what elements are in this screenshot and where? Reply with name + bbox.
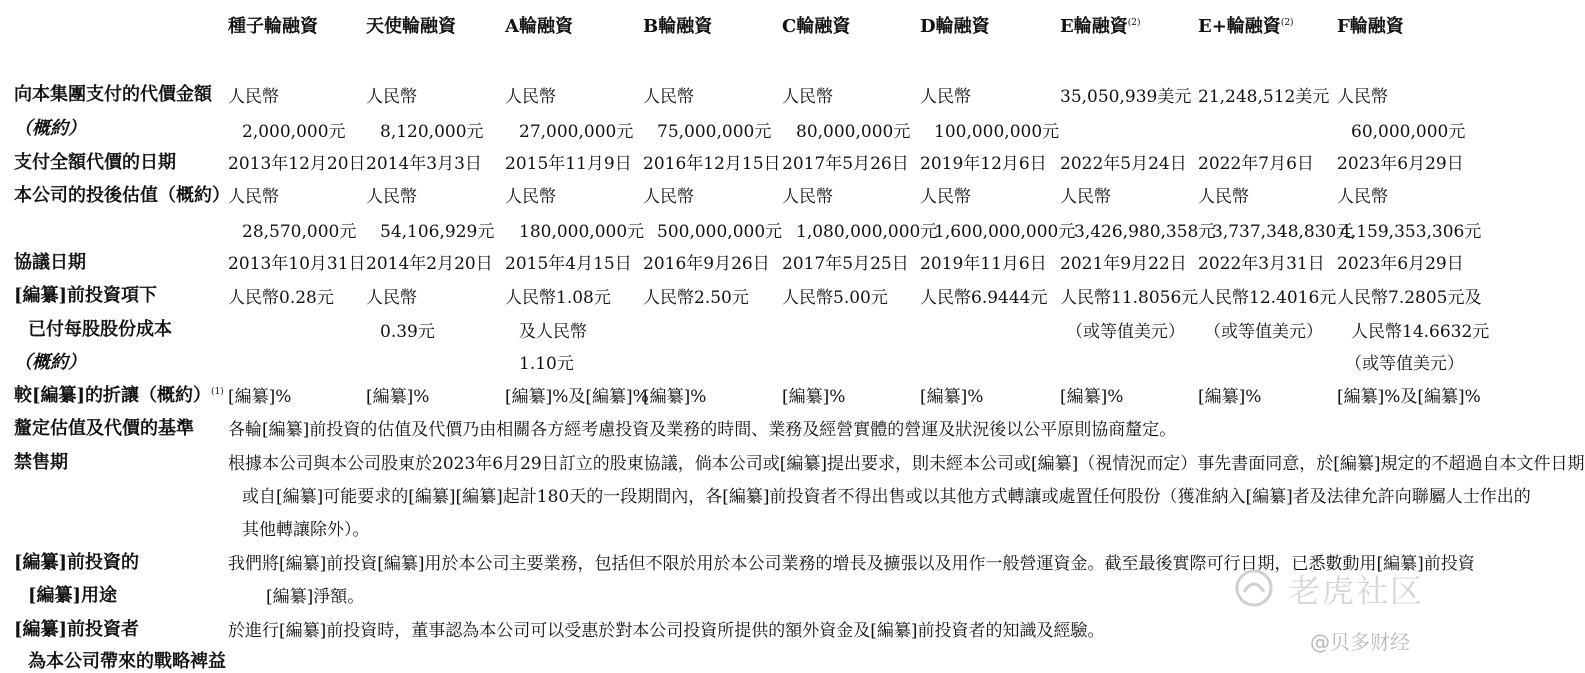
paragraph: 於進行[編纂]前投資時，董事認為本公司可以受惠於對本公司投資所提供的額外資金及[編纂]前投資者的知識及經驗。 bbox=[228, 621, 1105, 641]
header-c: C輪融資 bbox=[782, 16, 851, 37]
cell: 人民幣5.00元 bbox=[782, 288, 888, 308]
cell: 2023年6月29日 bbox=[1337, 154, 1464, 174]
row-label: 協議日期 bbox=[14, 252, 86, 273]
cell: 人民幣 bbox=[920, 187, 971, 207]
cell: 1,600,000,000元 bbox=[934, 222, 1076, 242]
cell: 2016年12月15日 bbox=[643, 154, 781, 174]
row-label: 本公司的投後估值（概約） bbox=[14, 185, 230, 206]
cell: 人民幣 bbox=[782, 187, 833, 207]
cell: 1,080,000,000元 bbox=[796, 222, 938, 242]
cell: 人民幣 bbox=[1198, 187, 1249, 207]
cell: 28,570,000元 bbox=[242, 222, 357, 242]
row-label: [編纂]前投資項下 bbox=[14, 285, 158, 306]
cell: 4,159,353,306元 bbox=[1340, 222, 1482, 242]
cell: 人民幣 bbox=[366, 87, 417, 107]
cell: 2015年4月15日 bbox=[505, 254, 632, 274]
row-label: （概約） bbox=[14, 118, 86, 139]
cell: 2014年2月20日 bbox=[366, 254, 493, 274]
row-label: 釐定估值及代價的基準 bbox=[14, 418, 194, 439]
paragraph-line: 根據本公司與本公司股東於2023年6月29日訂立的股東協議，倘本公司或[編纂]提出要求，則未經本公司或[編纂]（視情況而定）事先書面同意，於[編纂]規定的不超過自本文件日期 bbox=[228, 454, 1585, 474]
header-a: A輪融資 bbox=[505, 16, 573, 37]
cell: 1.10元 bbox=[519, 354, 574, 374]
cell: 人民幣2.50元 bbox=[643, 288, 749, 308]
cell: 人民幣 bbox=[782, 87, 833, 107]
paragraph: 各輪[編纂]前投資的估值及代價乃由相關各方經考慮投資及業務的時間、業務及經營實體的營運及狀況後以公平原則協商釐定。 bbox=[228, 420, 1177, 440]
row-label: 為本公司帶來的戰略裨益 bbox=[28, 651, 226, 672]
cell: [編纂]%及[編纂]% bbox=[505, 387, 649, 407]
cell: 2022年7月6日 bbox=[1198, 154, 1314, 174]
cell: 人民幣12.4016元 bbox=[1198, 288, 1337, 308]
cell: 人民幣 bbox=[1337, 187, 1388, 207]
header-f: F輪融資 bbox=[1337, 16, 1404, 37]
cell: 3,426,980,358元 bbox=[1074, 222, 1216, 242]
cell: 2019年12月6日 bbox=[920, 154, 1047, 174]
cell: 8,120,000元 bbox=[380, 122, 484, 142]
cell: [編纂]% bbox=[1060, 387, 1124, 407]
cell: 75,000,000元 bbox=[657, 122, 772, 142]
row-label: 已付每股股份成本 bbox=[28, 319, 172, 340]
cell: 人民幣7.2805元及 bbox=[1337, 288, 1482, 308]
cell: [編纂]% bbox=[643, 387, 707, 407]
cell: 人民幣0.28元 bbox=[228, 288, 334, 308]
cell: 人民幣 bbox=[228, 187, 279, 207]
cell: 人民幣14.6632元 bbox=[1351, 322, 1490, 342]
paragraph-line: [編纂]淨額。 bbox=[266, 587, 365, 607]
cell: 2014年3月3日 bbox=[366, 154, 482, 174]
cell: [編纂]% bbox=[782, 387, 846, 407]
cell: 人民幣 bbox=[643, 87, 694, 107]
cell: 80,000,000元 bbox=[796, 122, 911, 142]
header-eplus: E+輪融資$^{(2)}$ bbox=[1198, 16, 1294, 37]
cell: 2,000,000元 bbox=[242, 122, 346, 142]
paragraph-line: 其他轉讓除外）。 bbox=[242, 520, 370, 540]
header-b: B輪融資 bbox=[643, 16, 713, 37]
cell: 35,050,939美元 bbox=[1060, 87, 1192, 107]
row-label: （概約） bbox=[14, 352, 86, 373]
cell: 人民幣11.8056元 bbox=[1060, 288, 1199, 308]
cell: 3,737,348,830元 bbox=[1212, 222, 1354, 242]
cell: [編纂]%及[編纂]% bbox=[1337, 387, 1481, 407]
cell: 人民幣 bbox=[505, 187, 556, 207]
cell: 500,000,000元 bbox=[657, 222, 783, 242]
cell: 2023年6月29日 bbox=[1337, 254, 1464, 274]
cell: 人民幣6.9444元 bbox=[920, 288, 1048, 308]
row-label: 禁售期 bbox=[14, 452, 68, 473]
cell: 2016年9月26日 bbox=[643, 254, 770, 274]
tiger-logo-icon bbox=[1232, 568, 1276, 608]
header-e: E輪融資$^{(2)}$ bbox=[1060, 16, 1141, 37]
paragraph-line: 或自[編纂]可能要求的[編纂][編纂]起計180天的一段期間內，各[編纂]前投資者不得出售或以其他方式轉讓或處置任何股份（獲准納入[編纂]者及法律允許向聯屬人士作出的 bbox=[242, 487, 1531, 507]
cell: 21,248,512美元 bbox=[1198, 87, 1330, 107]
cell: 2015年11月9日 bbox=[505, 154, 632, 174]
cell: 100,000,000元 bbox=[934, 122, 1060, 142]
cell: 2021年9月22日 bbox=[1060, 254, 1187, 274]
cell: 人民幣 bbox=[1060, 187, 1111, 207]
cell: [編纂]% bbox=[366, 387, 430, 407]
watermark-text: 老虎社区 bbox=[1288, 572, 1425, 610]
paragraph-line: 我們將[編纂]前投資[編纂]用於本公司主要業務，包括但不限於用於本公司業務的增長及擴張以及用作一般營運資金。截至最後實際可行日期，已悉數動用[編纂]前投資 bbox=[228, 554, 1475, 574]
cell: 人民幣 bbox=[366, 187, 417, 207]
cell: 2013年10月31日 bbox=[228, 254, 366, 274]
header-seed: 種子輪融資 bbox=[228, 16, 318, 37]
cell: 人民幣 bbox=[366, 288, 417, 308]
row-label: [編纂]用途 bbox=[28, 585, 118, 606]
cell: 及人民幣 bbox=[519, 322, 587, 342]
cell: 2013年12月20日 bbox=[228, 154, 366, 174]
cell: 人民幣1.08元 bbox=[505, 288, 611, 308]
cell: （或等值美元） bbox=[1204, 322, 1323, 342]
cell: 27,000,000元 bbox=[519, 122, 634, 142]
row-label: [編纂]前投資者 bbox=[14, 619, 140, 640]
row-label: 向本集團支付的代價金額 bbox=[14, 84, 212, 105]
row-label: [編纂]前投資的 bbox=[14, 552, 140, 573]
cell: 人民幣 bbox=[643, 187, 694, 207]
watermark-handle: @贝多财经 bbox=[1310, 630, 1410, 654]
header-angel: 天使輪融資 bbox=[366, 16, 456, 37]
cell: （或等值美元） bbox=[1345, 354, 1464, 374]
cell: 人民幣 bbox=[505, 87, 556, 107]
cell: 人民幣 bbox=[228, 87, 279, 107]
row-label: 較[編纂]的折讓（概約）$^{(1)}$ bbox=[14, 385, 224, 406]
cell: 人民幣 bbox=[1337, 87, 1388, 107]
cell: 2022年3月31日 bbox=[1198, 254, 1325, 274]
cell: 2017年5月25日 bbox=[782, 254, 909, 274]
cell: 人民幣 bbox=[920, 87, 971, 107]
cell: 54,106,929元 bbox=[380, 222, 495, 242]
header-d: D輪融資 bbox=[920, 16, 990, 37]
cell: 0.39元 bbox=[380, 322, 435, 342]
cell: 2022年5月24日 bbox=[1060, 154, 1187, 174]
cell: 180,000,000元 bbox=[519, 222, 645, 242]
cell: [編纂]% bbox=[920, 387, 984, 407]
cell: [編纂]% bbox=[228, 387, 292, 407]
cell: [編纂]% bbox=[1198, 387, 1262, 407]
cell: 60,000,000元 bbox=[1351, 122, 1466, 142]
cell: 2019年11月6日 bbox=[920, 254, 1047, 274]
cell: （或等值美元） bbox=[1066, 322, 1185, 342]
cell: 2017年5月26日 bbox=[782, 154, 909, 174]
row-label: 支付全額代價的日期 bbox=[14, 152, 176, 173]
